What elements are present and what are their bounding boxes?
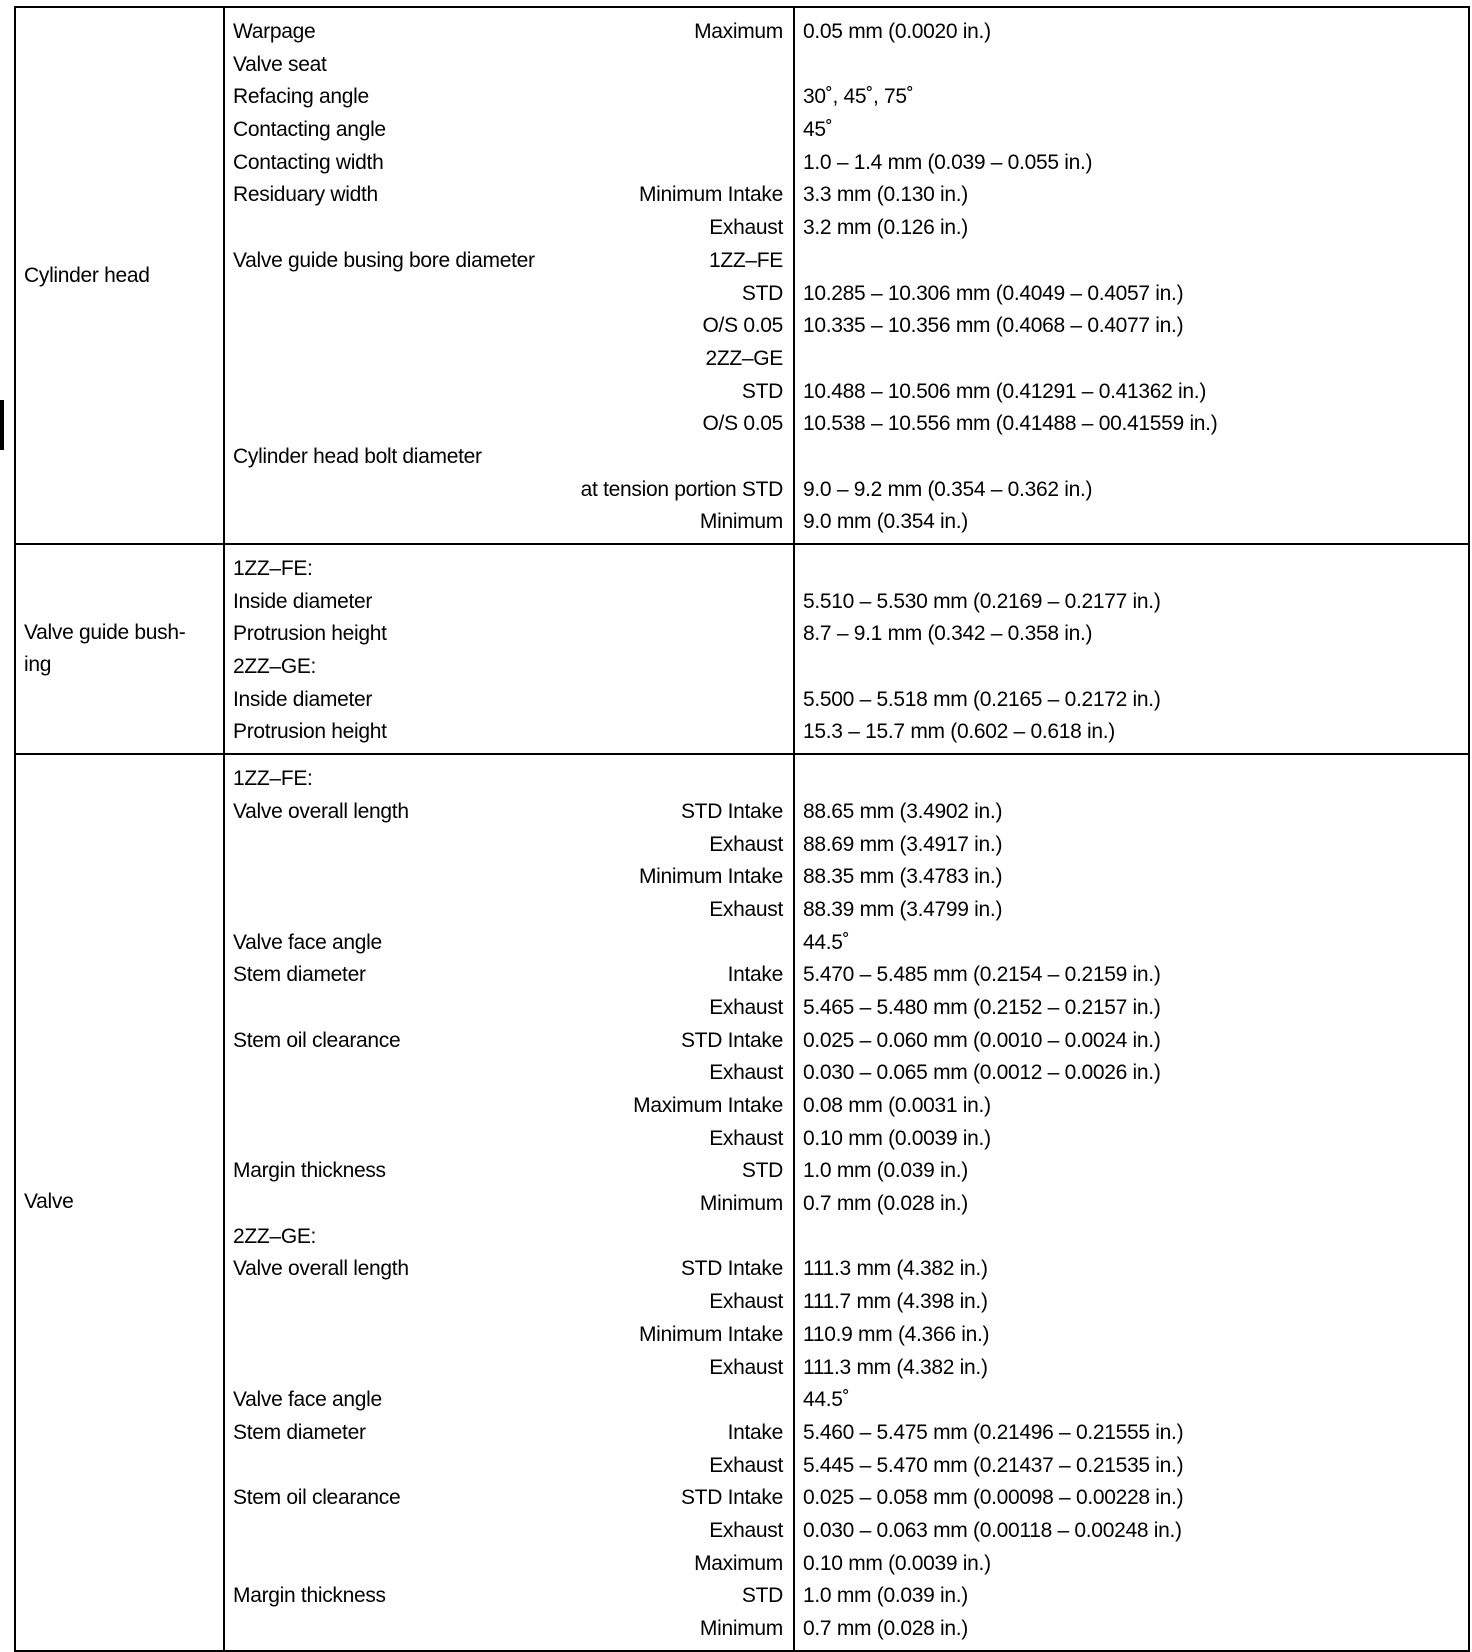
spec-condition: Maximum	[694, 1551, 783, 1575]
spec-value: 5.460 – 5.475 mm (0.21496 – 0.21555 in.)	[803, 1420, 1184, 1444]
spec-line	[225, 651, 793, 684]
spec-label: Warpage	[233, 20, 316, 43]
spec-value	[795, 1221, 1468, 1254]
spec-condition: STD Intake	[680, 1257, 783, 1281]
section-row	[15, 544, 1469, 754]
spec-condition: Maximum Intake	[633, 1094, 783, 1117]
value-column	[794, 544, 1469, 754]
spec-value: 88.65 mm (3.4902 in.)	[803, 799, 1003, 823]
spec-label: Margin thickness	[233, 1584, 386, 1608]
spec-condition: Minimum	[699, 1192, 783, 1216]
spec-condition: Exhaust	[709, 1061, 783, 1085]
spec-line	[225, 1221, 793, 1254]
spec-label: Protrusion height	[233, 720, 387, 744]
spec-label: Stem oil clearance	[233, 1486, 401, 1510]
spec-value	[795, 49, 1468, 82]
spec-condition: Intake	[727, 1420, 783, 1444]
spec-value: 5.445 – 5.470 mm (0.21437 – 0.21535 in.)	[803, 1453, 1184, 1477]
spec-label: Residuary width	[233, 183, 378, 207]
spec-condition: Exhaust	[709, 1453, 783, 1477]
spec-line	[225, 992, 793, 1025]
spec-condition: Exhaust	[709, 1126, 783, 1150]
spec-line	[225, 1352, 793, 1385]
spec-line	[225, 343, 793, 376]
spec-condition: Intake	[727, 963, 783, 987]
spec-label: Valve overall length	[233, 1257, 409, 1281]
spec-line	[225, 586, 793, 619]
spec-condition: Minimum	[699, 510, 783, 534]
spec-value: 110.9 mm (4.366 in.)	[803, 1322, 990, 1346]
spec-value: 15.3 – 15.7 mm (0.602 – 0.618 in.)	[803, 720, 1115, 744]
spec-line	[225, 553, 793, 586]
section-title	[15, 7, 224, 544]
spec-value	[795, 245, 1468, 278]
spec-line	[225, 1580, 793, 1613]
spec-label: 2ZZ–GE:	[233, 1224, 317, 1248]
spec-line	[225, 441, 793, 474]
spec-line	[225, 763, 793, 796]
spec-value: 10.335 – 10.356 mm (0.4068 – 0.4077 in.)	[803, 314, 1184, 338]
spec-line	[225, 49, 793, 82]
spec-label: 2ZZ–GE:	[233, 655, 317, 679]
section-title-text: Valve guide bush- ing	[24, 621, 186, 677]
spec-line	[225, 618, 793, 651]
spec-label: Inside diameter	[233, 589, 373, 613]
spec-value: 9.0 mm (0.354 in.)	[803, 510, 968, 534]
spec-line	[225, 1482, 793, 1515]
spec-value: 88.69 mm (3.4917 in.)	[803, 832, 1003, 856]
spec-label: 1ZZ–FE:	[233, 767, 313, 791]
spec-table-body	[15, 7, 1469, 1651]
spec-value: 111.3 mm (4.382 in.)	[803, 1257, 988, 1281]
spec-line	[225, 1417, 793, 1450]
spec-value	[795, 651, 1468, 684]
spec-line	[225, 16, 793, 49]
spec-condition: Exhaust	[709, 897, 783, 921]
spec-label: Stem oil clearance	[233, 1028, 401, 1052]
section-title	[15, 544, 224, 754]
spec-condition: STD Intake	[680, 1486, 783, 1510]
spec-line	[225, 376, 793, 409]
spec-line	[225, 894, 793, 927]
spec-line	[225, 684, 793, 717]
section-row	[15, 754, 1469, 1651]
spec-value	[795, 553, 1468, 586]
spec-line	[225, 1025, 793, 1058]
spec-value: 5.500 – 5.518 mm (0.2165 – 0.2172 in.)	[803, 687, 1161, 711]
spec-value: 0.7 mm (0.028 in.)	[803, 1192, 968, 1216]
spec-value: 9.0 – 9.2 mm (0.354 – 0.362 in.)	[803, 477, 1093, 501]
spec-line	[225, 81, 793, 114]
spec-condition: Exhaust	[709, 1518, 783, 1542]
spec-value: 10.285 – 10.306 mm (0.4049 – 0.4057 in.)	[803, 281, 1184, 305]
spec-label: Valve seat	[233, 52, 327, 76]
spec-value: 8.7 – 9.1 mm (0.342 – 0.358 in.)	[803, 622, 1093, 646]
spec-line	[225, 1515, 793, 1548]
spec-label: 1ZZ–FE:	[233, 557, 313, 580]
spec-condition: STD	[741, 281, 783, 305]
spec-value: 111.3 mm (4.382 in.)	[803, 1355, 988, 1379]
spec-condition: Exhaust	[709, 1355, 783, 1379]
section-row	[15, 7, 1469, 544]
section-title-text: Valve	[24, 1190, 74, 1214]
spec-label: Margin thickness	[233, 1159, 386, 1183]
spec-value: 88.39 mm (3.4799 in.)	[803, 897, 1003, 921]
spec-value: 5.465 – 5.480 mm (0.2152 – 0.2157 in.)	[803, 995, 1161, 1019]
spec-line	[225, 1613, 793, 1646]
spec-value: 44.5˚	[803, 930, 850, 954]
spec-line	[225, 1123, 793, 1156]
spec-value: 0.030 – 0.063 mm (0.00118 – 0.00248 in.)	[803, 1518, 1182, 1542]
spec-line	[225, 1253, 793, 1286]
spec-line	[225, 796, 793, 829]
spec-condition: Exhaust	[709, 1290, 783, 1314]
spec-condition: O/S 0.05	[702, 314, 783, 338]
spec-line	[225, 1155, 793, 1188]
spec-line	[225, 147, 793, 180]
spec-value: 111.7 mm (4.398 in.)	[803, 1290, 988, 1314]
spec-value: 0.10 mm (0.0039 in.)	[803, 1126, 991, 1150]
spec-label: Refacing angle	[233, 85, 369, 109]
spec-line	[225, 114, 793, 147]
spec-line	[225, 1286, 793, 1319]
spec-value: 5.470 – 5.485 mm (0.2154 – 0.2159 in.)	[803, 963, 1161, 987]
spec-value: 10.538 – 10.556 mm (0.41488 – 00.41559 in.)	[803, 412, 1218, 436]
spec-condition: STD Intake	[680, 799, 783, 823]
spec-line	[225, 1450, 793, 1483]
spec-value: 44.5˚	[803, 1388, 850, 1412]
spec-condition: 2ZZ–GE	[705, 346, 783, 370]
spec-table	[14, 6, 1470, 1652]
margin-bar-mark	[0, 400, 4, 450]
spec-value: 88.35 mm (3.4783 in.)	[803, 865, 1003, 889]
spec-label: Stem diameter	[233, 963, 366, 987]
spec-value: 0.030 – 0.065 mm (0.0012 – 0.0026 in.)	[803, 1061, 1161, 1085]
spec-value: 30˚, 45˚, 75˚	[803, 85, 914, 109]
spec-label: Valve face angle	[233, 1388, 382, 1412]
spec-label: Contacting width	[233, 150, 384, 174]
spec-condition: STD	[741, 1159, 783, 1183]
spec-value: 3.2 mm (0.126 in.)	[803, 216, 968, 240]
spec-label: Cylinder head bolt diameter	[233, 444, 482, 468]
spec-value: 5.510 – 5.530 mm (0.2169 – 0.2177 in.)	[803, 589, 1161, 613]
spec-condition: Exhaust	[709, 216, 783, 240]
item-column	[224, 544, 794, 754]
spec-line	[225, 829, 793, 862]
spec-condition: at tension portion STD	[580, 477, 783, 501]
spec-line	[225, 474, 793, 507]
spec-condition: Exhaust	[709, 832, 783, 856]
spec-condition: Maximum	[694, 20, 783, 43]
spec-line	[225, 1057, 793, 1090]
spec-label: Inside diameter	[233, 687, 373, 711]
spec-value: 10.488 – 10.506 mm (0.41291 – 0.41362 in.)	[803, 379, 1207, 403]
spec-value: 3.3 mm (0.130 in.)	[803, 183, 968, 207]
item-column	[224, 754, 794, 1651]
spec-value	[795, 441, 1468, 474]
value-column	[794, 7, 1469, 544]
spec-condition: Exhaust	[709, 995, 783, 1019]
section-title	[15, 754, 224, 1651]
spec-line	[225, 716, 793, 749]
spec-label: Protrusion height	[233, 622, 387, 646]
spec-line	[225, 179, 793, 212]
spec-condition: Minimum Intake	[638, 1322, 783, 1346]
spec-line	[225, 278, 793, 311]
spec-value: 1.0 mm (0.039 in.)	[803, 1159, 968, 1183]
value-column	[794, 754, 1469, 1651]
spec-condition: O/S 0.05	[702, 412, 783, 436]
spec-label: Valve overall length	[233, 799, 409, 823]
spec-label: Valve guide busing bore diameter	[233, 248, 535, 272]
spec-value: 45˚	[803, 118, 833, 142]
spec-line	[225, 1384, 793, 1417]
spec-condition: 1ZZ–FE	[708, 248, 783, 272]
spec-label: Valve face angle	[233, 930, 382, 954]
spec-condition: STD	[741, 379, 783, 403]
spec-label: Stem diameter	[233, 1420, 366, 1444]
spec-line	[225, 1548, 793, 1581]
spec-line	[225, 861, 793, 894]
spec-line	[225, 245, 793, 278]
spec-label: Contacting angle	[233, 118, 386, 142]
spec-line	[225, 927, 793, 960]
spec-condition: STD Intake	[680, 1028, 783, 1052]
spec-line	[225, 959, 793, 992]
spec-value	[795, 343, 1468, 376]
spec-line	[225, 310, 793, 343]
spec-value	[795, 763, 1468, 796]
spec-line	[225, 212, 793, 245]
spec-line	[225, 1090, 793, 1123]
spec-condition: Minimum Intake	[638, 865, 783, 889]
spec-value: 0.05 mm (0.0020 in.)	[803, 20, 991, 43]
item-column	[224, 7, 794, 544]
spec-value: 0.10 mm (0.0039 in.)	[803, 1551, 991, 1575]
spec-line	[225, 1188, 793, 1221]
spec-line	[225, 506, 793, 539]
spec-value: 1.0 mm (0.039 in.)	[803, 1584, 968, 1608]
section-title-text: Cylinder head	[24, 263, 150, 287]
spec-value: 0.025 – 0.058 mm (0.00098 – 0.00228 in.)	[803, 1486, 1184, 1510]
spec-value: 0.08 mm (0.0031 in.)	[803, 1094, 991, 1117]
spec-condition: Minimum	[699, 1617, 783, 1640]
spec-line	[225, 1319, 793, 1352]
spec-condition: Minimum Intake	[638, 183, 783, 207]
spec-value: 0.025 – 0.060 mm (0.0010 – 0.0024 in.)	[803, 1028, 1161, 1052]
spec-value: 1.0 – 1.4 mm (0.039 – 0.055 in.)	[803, 150, 1093, 174]
spec-value: 0.7 mm (0.028 in.)	[803, 1617, 968, 1640]
spec-line	[225, 408, 793, 441]
spec-condition: STD	[741, 1584, 783, 1608]
